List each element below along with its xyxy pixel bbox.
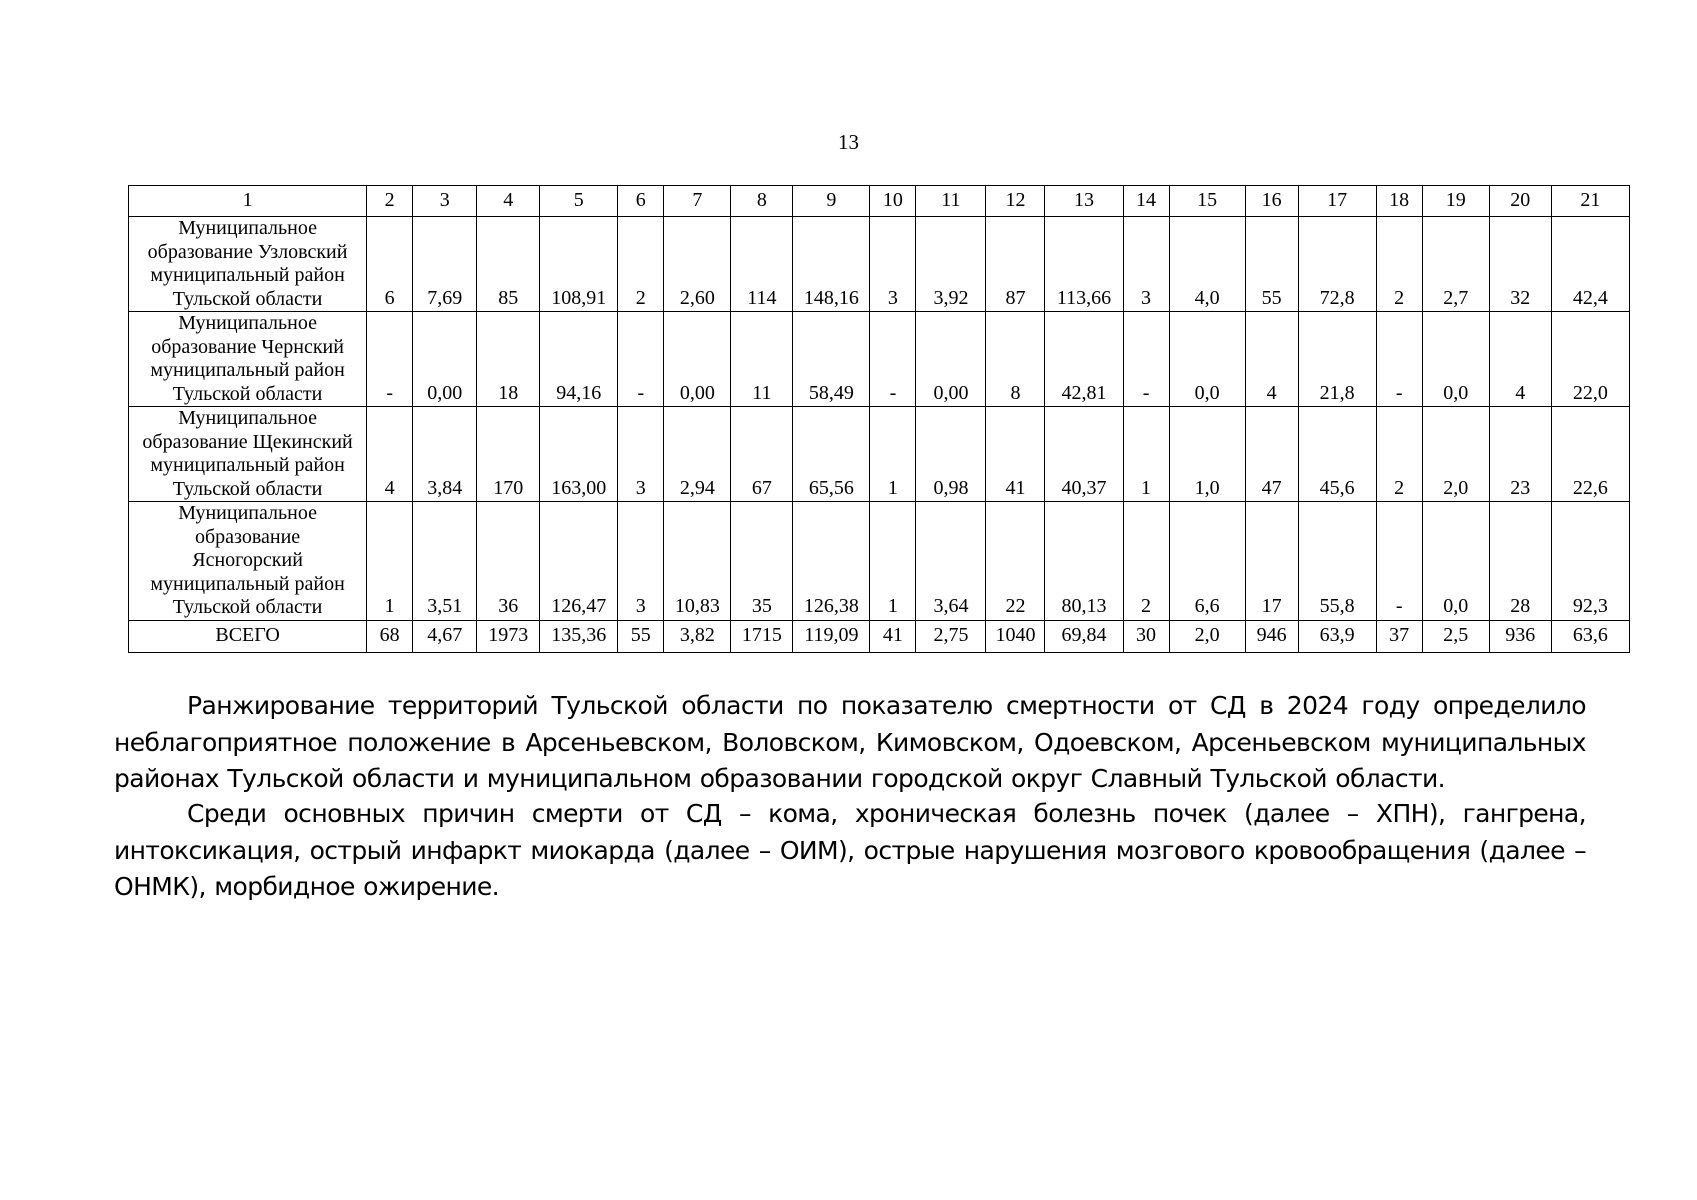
value-cell: - <box>870 312 916 407</box>
paragraph-text: Ранжирование территорий Тульской области по показателю смертности от СД в 2024 году определило неблагоприятное положение в Арсеньевском, Воловском, Кимовском, Одоевском, Арсеньевском муниципальных районах Тульской области и муниципальном образовании городской округ Славный Тульской области. <box>114 691 1586 793</box>
column-number-header: 13 <box>1045 186 1123 217</box>
value-cell: 55,8 <box>1298 502 1376 621</box>
paragraph-causes <box>114 796 1586 906</box>
total-value-cell: 63,6 <box>1551 620 1629 652</box>
municipality-name-line: Муниципальное <box>178 217 317 239</box>
value-cell: 40,37 <box>1045 407 1123 502</box>
municipality-name-line: образование Чернский <box>151 335 344 358</box>
value-cell: 4 <box>1489 312 1551 407</box>
value-cell: 3,92 <box>916 217 986 312</box>
total-value-cell: 37 <box>1376 620 1422 652</box>
total-value-cell: 3,82 <box>664 620 731 652</box>
value-cell: 0,98 <box>916 407 986 502</box>
value-cell: 2 <box>1376 217 1422 312</box>
column-number-header: 21 <box>1551 186 1629 217</box>
table-row <box>129 217 1630 312</box>
total-value-cell: 41 <box>870 620 916 652</box>
value-cell: 3,51 <box>413 502 477 621</box>
paragraph-ranking <box>114 688 1586 798</box>
value-cell: 3,64 <box>916 502 986 621</box>
value-cell: 163,00 <box>540 407 618 502</box>
value-cell: 87 <box>986 217 1045 312</box>
value-cell: 3 <box>870 217 916 312</box>
municipality-name-cell <box>129 502 367 621</box>
column-number-header: 9 <box>793 186 870 217</box>
value-cell: - <box>618 312 664 407</box>
value-cell: 35 <box>731 502 793 621</box>
total-value-cell: 68 <box>367 620 413 652</box>
table-row <box>129 407 1630 502</box>
municipality-name-line: образование <box>194 525 301 548</box>
column-number-header: 4 <box>477 186 540 217</box>
value-cell: 67 <box>731 407 793 502</box>
municipality-name-cell <box>129 312 367 407</box>
value-cell: 22,0 <box>1551 312 1629 407</box>
value-cell: - <box>1123 312 1169 407</box>
value-cell: 0,00 <box>664 312 731 407</box>
column-number-header: 15 <box>1169 186 1245 217</box>
municipality-name-line: муниципальный район <box>150 454 345 476</box>
value-cell: 47 <box>1245 407 1298 502</box>
municipality-name-line: муниципальный район <box>150 572 345 595</box>
value-cell: 2,60 <box>664 217 731 312</box>
value-cell: 92,3 <box>1551 502 1629 621</box>
table-row <box>129 312 1630 407</box>
value-cell: 3 <box>1123 217 1169 312</box>
table-header-row <box>129 186 1630 217</box>
value-cell: 55 <box>1245 217 1298 312</box>
value-cell: 2 <box>1123 502 1169 621</box>
column-number-header: 6 <box>618 186 664 217</box>
total-value-cell: 135,36 <box>540 620 618 652</box>
table-row <box>129 502 1630 621</box>
municipality-name-line: муниципальный район <box>150 359 345 381</box>
value-cell: 8 <box>986 312 1045 407</box>
value-cell: 0,0 <box>1422 502 1489 621</box>
municipality-name-cell <box>129 217 367 312</box>
column-number-header: 3 <box>413 186 477 217</box>
value-cell: 7,69 <box>413 217 477 312</box>
value-cell: 2,7 <box>1422 217 1489 312</box>
value-cell: 2,0 <box>1422 407 1489 502</box>
total-value-cell: 69,84 <box>1045 620 1123 652</box>
total-value-cell: 936 <box>1489 620 1551 652</box>
value-cell: 1,0 <box>1169 407 1245 502</box>
value-cell: 4 <box>367 407 413 502</box>
value-cell: 1 <box>367 502 413 621</box>
column-number-header: 12 <box>986 186 1045 217</box>
total-value-cell: 1973 <box>477 620 540 652</box>
value-cell: 3 <box>618 407 664 502</box>
total-value-cell: 1040 <box>986 620 1045 652</box>
value-cell: 45,6 <box>1298 407 1376 502</box>
total-value-cell: 1715 <box>731 620 793 652</box>
value-cell: 10,83 <box>664 502 731 621</box>
municipality-name-line: Муниципальное <box>178 312 317 334</box>
value-cell: 0,0 <box>1169 312 1245 407</box>
value-cell: 17 <box>1245 502 1298 621</box>
municipality-name-line: Муниципальное <box>178 407 317 429</box>
value-cell: 58,49 <box>793 312 870 407</box>
column-number-header: 19 <box>1422 186 1489 217</box>
value-cell: 21,8 <box>1298 312 1376 407</box>
value-cell: 3 <box>618 502 664 621</box>
total-value-cell: 2,0 <box>1169 620 1245 652</box>
total-value-cell: 119,09 <box>793 620 870 652</box>
total-value-cell: 30 <box>1123 620 1169 652</box>
municipality-name-line: образование Узловский <box>147 240 348 263</box>
municipality-name-line: Тульской области <box>172 596 323 618</box>
value-cell: 72,8 <box>1298 217 1376 312</box>
column-number-header: 18 <box>1376 186 1422 217</box>
value-cell: 0,00 <box>413 312 477 407</box>
value-cell: 108,91 <box>540 217 618 312</box>
value-cell: 2 <box>618 217 664 312</box>
value-cell: 4,0 <box>1169 217 1245 312</box>
value-cell: 41 <box>986 407 1045 502</box>
total-value-cell: 2,5 <box>1422 620 1489 652</box>
value-cell: 6,6 <box>1169 502 1245 621</box>
column-number-header: 11 <box>916 186 986 217</box>
total-value-cell: 2,75 <box>916 620 986 652</box>
total-label: ВСЕГО <box>129 620 367 652</box>
value-cell: 1 <box>870 407 916 502</box>
value-cell: 42,4 <box>1551 217 1629 312</box>
total-value-cell: 55 <box>618 620 664 652</box>
paragraph-text: Среди основных причин смерти от СД – кома, хроническая болезнь почек (далее – ХПН), гангрена, интоксикация, острый инфаркт миокарда (далее – ОИМ), острые нарушения мозгового кровообращения (далее – ОНМК), морбидное ожирение. <box>114 799 1586 901</box>
value-cell: 36 <box>477 502 540 621</box>
value-cell: 28 <box>1489 502 1551 621</box>
value-cell: 23 <box>1489 407 1551 502</box>
column-number-header: 5 <box>540 186 618 217</box>
value-cell: 1 <box>1123 407 1169 502</box>
value-cell: 4 <box>1245 312 1298 407</box>
total-value-cell: 946 <box>1245 620 1298 652</box>
value-cell: 114 <box>731 217 793 312</box>
municipality-name-line: Тульской области <box>172 477 323 500</box>
municipality-name-cell <box>129 407 367 502</box>
value-cell: 94,16 <box>540 312 618 407</box>
column-number-header: 8 <box>731 186 793 217</box>
mortality-table <box>128 185 1630 653</box>
municipality-name-line: Тульской области <box>172 382 323 405</box>
municipality-name-line: Муниципальное <box>178 502 317 524</box>
value-cell: 22,6 <box>1551 407 1629 502</box>
column-number-header: 20 <box>1489 186 1551 217</box>
column-number-header: 7 <box>664 186 731 217</box>
value-cell: 6 <box>367 217 413 312</box>
column-number-header: 10 <box>870 186 916 217</box>
value-cell: 0,0 <box>1422 312 1489 407</box>
value-cell: 22 <box>986 502 1045 621</box>
column-number-header: 14 <box>1123 186 1169 217</box>
value-cell: 32 <box>1489 217 1551 312</box>
value-cell: - <box>367 312 413 407</box>
total-value-cell: 63,9 <box>1298 620 1376 652</box>
value-cell: 3,84 <box>413 407 477 502</box>
value-cell: 2,94 <box>664 407 731 502</box>
value-cell: 113,66 <box>1045 217 1123 312</box>
value-cell: 170 <box>477 407 540 502</box>
column-number-header: 2 <box>367 186 413 217</box>
municipality-name-line: Ясногорский <box>192 549 303 571</box>
value-cell: 126,38 <box>793 502 870 621</box>
column-number-header: 1 <box>129 186 367 217</box>
value-cell: - <box>1376 312 1422 407</box>
column-number-header: 17 <box>1298 186 1376 217</box>
column-number-header: 16 <box>1245 186 1298 217</box>
table-total-row <box>129 620 1630 652</box>
total-value-cell: 4,67 <box>413 620 477 652</box>
value-cell: 148,16 <box>793 217 870 312</box>
value-cell: 65,56 <box>793 407 870 502</box>
value-cell: 85 <box>477 217 540 312</box>
value-cell: 42,81 <box>1045 312 1123 407</box>
municipality-name-line: Тульской области <box>172 287 323 310</box>
value-cell: 80,13 <box>1045 502 1123 621</box>
value-cell: 0,00 <box>916 312 986 407</box>
value-cell: 1 <box>870 502 916 621</box>
municipality-name-line: образование Щекинский <box>142 430 353 453</box>
value-cell: 18 <box>477 312 540 407</box>
municipality-name-line: муниципальный район <box>150 264 345 286</box>
value-cell: 2 <box>1376 407 1422 502</box>
page-number: 13 <box>838 130 859 154</box>
value-cell: 11 <box>731 312 793 407</box>
value-cell: - <box>1376 502 1422 621</box>
value-cell: 126,47 <box>540 502 618 621</box>
